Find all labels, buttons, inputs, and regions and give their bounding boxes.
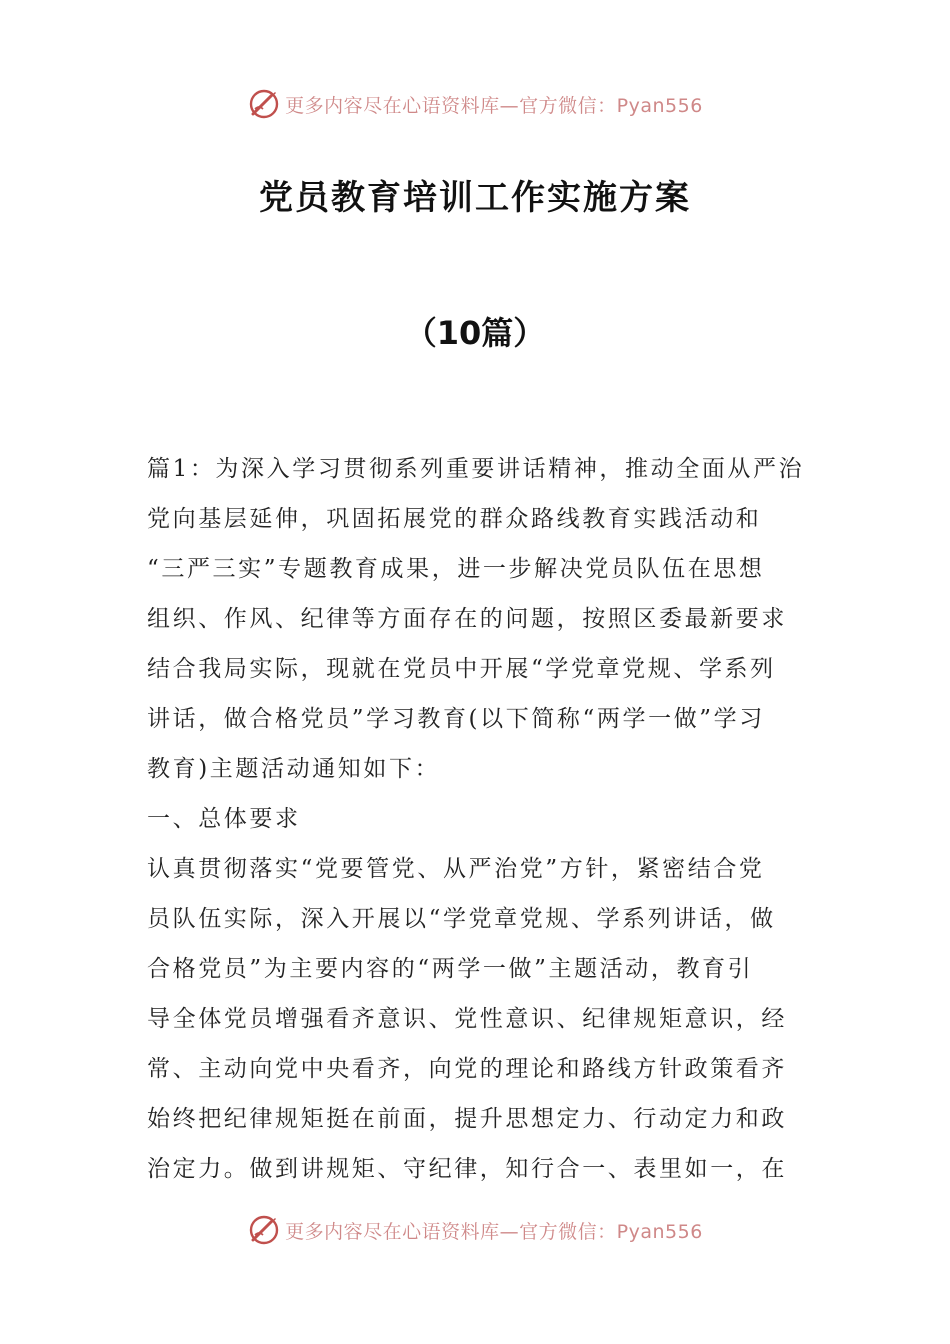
body-line: 常、主动向党中央看齐，向党的理论和路线方针政策看齐 — [147, 1056, 787, 1082]
header-watermark-banner — [0, 84, 950, 124]
pen-circle-logo-icon — [247, 1213, 281, 1247]
body-line: 合格党员”为主要内容的“两学一做”主题活动，教育引 — [147, 956, 754, 982]
footer-watermark-text: 更多内容尽在心语资料库—官方微信：Pyan556 — [285, 1220, 703, 1243]
body-line: 教育)主题活动通知如下： — [147, 756, 441, 782]
body-line: 组织、作风、纪律等方面存在的问题，按照区委最新要求 — [147, 606, 787, 632]
body-line: 治定力。做到讲规矩、守纪律，知行合一、表里如一，在 — [147, 1156, 787, 1182]
footer-watermark-banner — [0, 1210, 950, 1250]
body-line: 始终把纪律规矩挺在前面，提升思想定力、行动定力和政 — [147, 1106, 787, 1132]
document-body — [147, 444, 807, 1194]
body-line: “三严三实”专题教育成果，进一步解决党员队伍在思想 — [147, 556, 765, 582]
body-line: 党向基层延伸，巩固拓展党的群众路线教育实践活动和 — [147, 506, 762, 532]
body-line: 讲话，做合格党员”学习教育(以下简称“两学一做”学习 — [147, 706, 765, 732]
body-line: 篇1：为深入学习贯彻系列重要讲话精神，推动全面从严治 — [147, 456, 805, 482]
body-line: 结合我局实际，现就在党员中开展“学党章党规、学系列 — [147, 656, 776, 682]
section-heading: 一、总体要求 — [147, 806, 301, 832]
body-line: 认真贯彻落实“党要管党、从严治党”方针，紧密结合党 — [147, 856, 765, 882]
header-watermark-text: 更多内容尽在心语资料库—官方微信：Pyan556 — [285, 94, 703, 117]
body-line: 导全体党员增强看齐意识、党性意识、纪律规矩意识，经 — [147, 1006, 787, 1032]
document-subtitle: （10篇） — [404, 314, 546, 352]
pen-circle-logo-icon — [247, 87, 281, 121]
body-line: 员队伍实际，深入开展以“学党章党规、学系列讲话，做 — [147, 906, 776, 932]
document-title: 党员教育培训工作实施方案 — [259, 178, 691, 218]
